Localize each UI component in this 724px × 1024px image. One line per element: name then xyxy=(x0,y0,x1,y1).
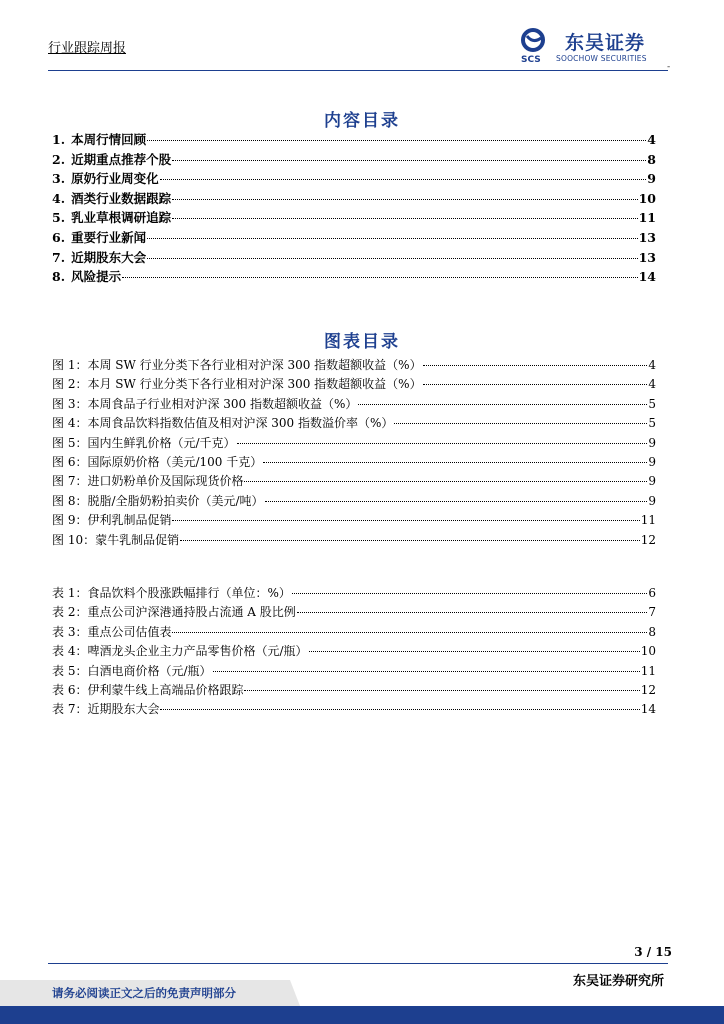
contents-list xyxy=(52,130,656,287)
toc-label: 表 4：啤酒龙头企业主力产品零售价格（元/瓶） xyxy=(52,644,308,659)
figure-entry[interactable] xyxy=(52,511,656,530)
toc-leader-dots xyxy=(265,501,648,502)
toc-leader-dots xyxy=(172,632,647,633)
toc-page-number: 8 xyxy=(648,624,656,639)
logo-english-name: SOOCHOW SECURITIES xyxy=(556,54,647,63)
figures-title: 图表目录 xyxy=(324,332,400,352)
toc-page-number: 14 xyxy=(638,269,656,285)
toc-page-number: 9 xyxy=(647,171,656,187)
contents-entry[interactable] xyxy=(52,169,656,189)
toc-leader-dots xyxy=(147,258,638,259)
toc-page-number: 11 xyxy=(638,210,656,226)
toc-page-number: 5 xyxy=(648,396,656,411)
table-entry[interactable] xyxy=(52,603,656,622)
toc-label: 酒类行业数据跟踪 xyxy=(71,190,172,206)
contents-entry[interactable] xyxy=(52,189,656,209)
figure-entry[interactable] xyxy=(52,531,656,550)
figure-entry[interactable] xyxy=(52,356,656,375)
toc-label: 表 1：食品饮料个股涨跌幅排行（单位：%） xyxy=(52,586,291,600)
table-entry[interactable] xyxy=(52,642,656,661)
toc-label: 表 3：重点公司估值表 xyxy=(52,624,172,639)
contents-entry[interactable] xyxy=(52,208,656,228)
figures-list xyxy=(52,356,656,550)
toc-page-number: 11 xyxy=(640,663,656,678)
toc-leader-dots xyxy=(180,540,640,541)
toc-leader-dots xyxy=(160,179,647,180)
toc-label: 表 2：重点公司沪深港通持股占流通 A 股比例 xyxy=(52,605,296,620)
figure-entry[interactable] xyxy=(52,434,656,453)
toc-number: 3. xyxy=(52,171,66,187)
toc-page-number: 13 xyxy=(638,229,656,245)
toc-label: 图 6：国际原奶价格（美元/100 千克） xyxy=(52,454,263,469)
table-entry[interactable] xyxy=(52,584,656,603)
toc-label: 重要行业新闻 xyxy=(71,229,147,245)
toc-page-number: 9 xyxy=(648,474,656,489)
toc-label: 图 1：本周 SW 行业分类下各行业相对沪深 300 指数超额收益（%） xyxy=(52,358,422,372)
toc-page-number: 4 xyxy=(647,132,656,147)
toc-leader-dots xyxy=(122,277,638,278)
toc-label: 图 10：蒙牛乳制品促销 xyxy=(52,532,180,547)
company-logo xyxy=(519,28,669,68)
toc-label: 图 2：本月 SW 行业分类下各行业相对沪深 300 指数超额收益（%） xyxy=(52,377,422,392)
toc-leader-dots xyxy=(172,160,646,161)
toc-leader-dots xyxy=(244,690,639,691)
figure-entry[interactable] xyxy=(52,414,656,433)
table-entry[interactable] xyxy=(52,662,656,681)
logo-chinese-name: 东吴证券 xyxy=(565,32,646,54)
report-type-label: 行业跟踪周报 xyxy=(48,41,127,56)
toc-label: 乳业草根调研追踪 xyxy=(71,210,172,226)
toc-label: 图 5：国内生鲜乳价格（元/千克） xyxy=(52,435,236,450)
toc-leader-dots xyxy=(172,520,639,521)
toc-number: 6. xyxy=(52,229,66,245)
toc-leader-dots xyxy=(172,218,638,219)
toc-page-number: 13 xyxy=(638,249,656,265)
footer-company: 东吴证券研究所 xyxy=(572,974,664,989)
toc-leader-dots xyxy=(263,462,647,463)
toc-leader-dots xyxy=(309,651,640,652)
contents-entry[interactable] xyxy=(52,267,656,287)
toc-label: 图 7：进口奶粉单价及国际现货价格 xyxy=(52,474,244,489)
toc-page-number: 9 xyxy=(648,454,656,469)
toc-label: 图 4：本周食品饮料指数估值及相对沪深 300 指数溢价率（%） xyxy=(52,416,394,431)
toc-leader-dots xyxy=(297,612,648,613)
toc-leader-dots xyxy=(147,140,646,141)
toc-page-number: 10 xyxy=(638,190,656,206)
figure-entry[interactable] xyxy=(52,453,656,472)
contents-title: 内容目录 xyxy=(324,111,400,131)
toc-page-number: 4 xyxy=(648,358,656,372)
toc-label: 表 6：伊利蒙牛线上高端品价格跟踪 xyxy=(52,682,244,697)
toc-page-number: 4 xyxy=(648,377,656,392)
figure-entry[interactable] xyxy=(52,472,656,491)
contents-entry[interactable] xyxy=(52,150,656,170)
table-entry[interactable] xyxy=(52,681,656,700)
toc-label: 表 5：白酒电商价格（元/瓶） xyxy=(52,663,212,678)
toc-label: 原奶行业周变化 xyxy=(71,171,159,187)
toc-label: 表 7：近期股东大会 xyxy=(52,702,160,717)
toc-page-number: 7 xyxy=(648,605,656,620)
toc-leader-dots xyxy=(237,443,648,444)
toc-label: 近期重点推荐个股 xyxy=(71,151,172,167)
toc-page-number: 9 xyxy=(648,435,656,450)
toc-label: 图 3：本周食品子行业相对沪深 300 指数超额收益（%） xyxy=(52,396,358,411)
toc-label: 风险提示 xyxy=(71,269,122,285)
toc-leader-dots xyxy=(244,481,647,482)
figure-entry[interactable] xyxy=(52,395,656,414)
toc-page-number: 14 xyxy=(640,702,656,717)
contents-entry[interactable] xyxy=(52,248,656,268)
toc-number: 1. xyxy=(52,132,66,147)
toc-page-number: 10 xyxy=(640,644,656,659)
contents-entry[interactable] xyxy=(52,130,656,150)
toc-number: 4. xyxy=(52,190,66,206)
toc-number: 5. xyxy=(52,210,66,226)
toc-page-number: 6 xyxy=(648,586,656,600)
table-entry[interactable] xyxy=(52,700,656,719)
logo-mark-icon xyxy=(519,28,553,66)
toc-leader-dots xyxy=(423,384,648,385)
toc-number: 8. xyxy=(52,269,66,285)
toc-number: 7. xyxy=(52,249,66,265)
toc-page-number: 8 xyxy=(647,151,656,167)
toc-label: 图 8：脱脂/全脂奶粉拍卖价（美元/吨） xyxy=(52,493,264,508)
toc-label: 图 9：伊利乳制品促销 xyxy=(52,513,172,528)
toc-leader-dots xyxy=(172,199,638,200)
toc-label: 本周行情回顾 xyxy=(71,132,147,147)
toc-number: 2. xyxy=(52,151,66,167)
toc-page-number: 5 xyxy=(648,416,656,431)
toc-label: 近期股东大会 xyxy=(71,249,147,265)
footer-bar xyxy=(0,1006,724,1024)
logo-mark-text: SCS xyxy=(521,55,541,65)
footer-divider xyxy=(48,963,668,964)
toc-leader-dots xyxy=(213,671,640,672)
header-divider xyxy=(48,70,668,71)
toc-leader-dots xyxy=(147,238,638,239)
toc-leader-dots xyxy=(423,365,648,366)
toc-leader-dots xyxy=(160,709,639,710)
toc-page-number: 9 xyxy=(648,493,656,508)
tables-list xyxy=(52,584,656,720)
header-dash: - xyxy=(667,62,671,72)
contents-entry[interactable] xyxy=(52,228,656,248)
page-number: 3 / 15 xyxy=(634,945,672,959)
figure-entry[interactable] xyxy=(52,492,656,511)
figure-entry[interactable] xyxy=(52,375,656,394)
toc-leader-dots xyxy=(394,423,647,424)
disclaimer-text: 请务必阅读正文之后的免责声明部分 xyxy=(52,986,236,1000)
toc-leader-dots xyxy=(358,404,647,405)
toc-leader-dots xyxy=(292,593,648,594)
toc-page-number: 12 xyxy=(640,532,656,547)
toc-page-number: 11 xyxy=(640,513,656,528)
table-entry[interactable] xyxy=(52,623,656,642)
toc-page-number: 12 xyxy=(640,682,656,697)
